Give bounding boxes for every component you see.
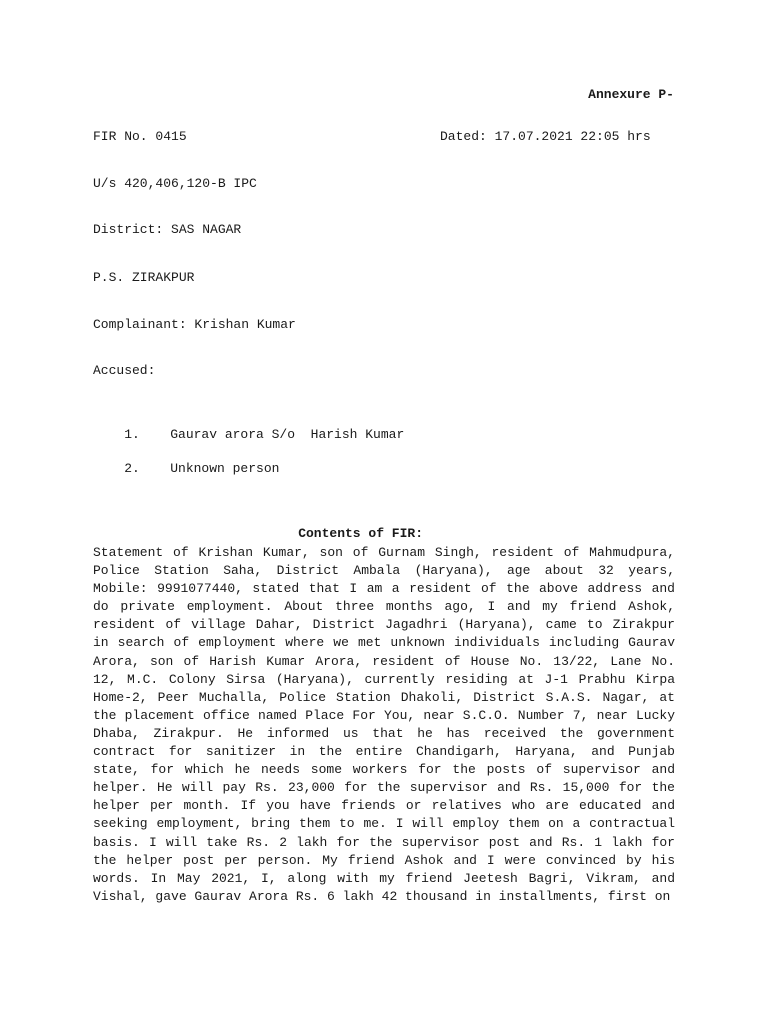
fir-date: Dated: 17.07.2021 22:05 hrs: [440, 129, 651, 144]
complainant-field: Complainant: Krishan Kumar: [93, 317, 296, 332]
accused-list-item: [93, 445, 279, 493]
accused-number: 1.: [124, 427, 140, 442]
ipc-sections: U/s 420,406,120-B IPC: [93, 176, 257, 191]
district-field: District: SAS NAGAR: [93, 222, 242, 237]
contents-heading-text: Contents of FIR:: [298, 526, 424, 541]
accused-name: Unknown person: [170, 461, 280, 476]
accused-name: Gaurav arora S/o Harish Kumar: [170, 427, 405, 442]
police-station-field: P.S. ZIRAKPUR: [93, 270, 195, 285]
accused-heading: Accused:: [93, 363, 156, 378]
fir-statement-body: Statement of Krishan Kumar, son of Gurnam Singh, resident of Mahmudpura, Police Station Saha, District Ambala (Haryana), age about 32 years, Mobile: 9991077440, stated that I am a resident of the above address and do private employment. About three months ago, I and my friend Ashok, resident of village Dahar, District Jagadhri (Haryana), came to Zirakpur in search of employment where we met unknown individuals including Gaurav Arora, son of Harish Kumar Arora, resident of House No. 13/22, Lane No. 12, M.C. Colony Sirsa (Haryana), currently residing at J-1 Prabhu Kirpa Home-2, Peer Muchalla, Police Station Dhakoli, District S.A.S. Nagar, at the placement office named Place For You, near S.C.O. Number 7, near Lucky Dhaba, Zirakpur. He informed us that he has received the government contract for sanitizer in the entire Chandigarh, Haryana, and Punjab state, for which he needs some workers for the posts of supervisor and helper. He will pay Rs. 23,000 for the supervisor and Rs. 15,000 for the helper per month. If you have friends or relatives who are educated and seeking employment, bring them to me. I will employ them on a contractual basis. I will take Rs. 2 lakh for the supervisor post and Rs. 1 lakh for the helper post per person. My friend Ashok and I were convinced by his words. In May 2021, I, along with my friend Jeetesh Bagri, Vikram, and Vishal, gave Gaurav Arora Rs. 6 lakh 42 thousand in installments, first on: [93, 545, 675, 904]
annexure-label: Annexure P-: [588, 87, 674, 102]
fir-number: FIR No. 0415: [93, 129, 187, 144]
accused-number: 2.: [124, 461, 140, 476]
